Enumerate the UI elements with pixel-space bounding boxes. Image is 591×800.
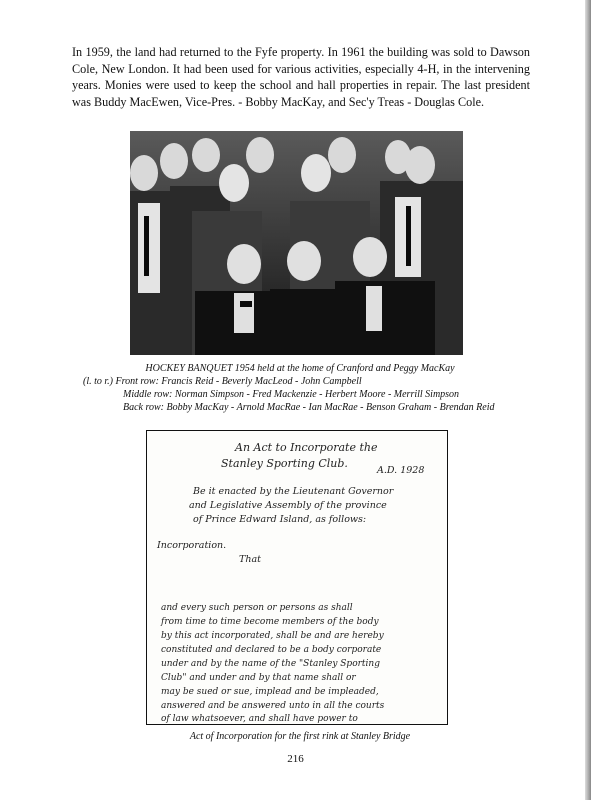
intro-paragraph: In 1959, the land had returned to the Fyfe property. In 1961 the building was sold to Dawson Cole, New London. It had been used for various activities, especially 4-H, in the intervening years. Monies were used to keep the school and hall properties in repair. The last president was Buddy MacEwen, Vice-Pres. - Bobby MacKay, and Sec'y Treas - Douglas Cole. (72, 45, 530, 109)
doc-line-11: by this act incorporated, shall be and are hereby (161, 631, 384, 641)
page-edge-shadow (585, 0, 591, 800)
hockey-banquet-photo (130, 131, 463, 355)
doc-line-13: under and by the name of the "Stanley Sporting (161, 659, 380, 669)
doc-line-1: An Act to Incorporate the (235, 441, 378, 454)
photo-caption (60, 362, 540, 414)
handwritten-act-document (146, 430, 448, 725)
doc-line-14: Club" and under and by that name shall or (161, 673, 356, 683)
doc-line-6: of Prince Edward Island, as follows: (193, 514, 367, 525)
doc-line-12: constituted and declared to be a body corporate (161, 645, 382, 655)
doc-line-10: from time to time become members of the body (161, 617, 379, 627)
doc-line-5: and Legislative Assembly of the province (189, 500, 387, 511)
doc-line-7: Incorporation. (157, 540, 227, 551)
doc-line-9: and every such person or persons as shall (161, 603, 353, 613)
doc-line-17: of law whatsoever, and shall have power to (161, 714, 358, 724)
doc-line-3: A.D. 1928 (377, 465, 425, 476)
photo-caption-title: HOCKEY BANQUET 1954 held at the home of Cranford and Peggy MacKay (145, 363, 455, 374)
doc-line-2: Stanley Sporting Club. (221, 457, 348, 470)
doc-line-4: Be it enacted by the Lieutenant Governor (193, 486, 394, 497)
page-number: 216 (287, 753, 304, 765)
doc-line-16: answered and be answered unto in all the courts (161, 701, 385, 711)
photo-caption-back-row: Back row: Bobby MacKay - Arnold MacRae - Ian MacRae - Benson Graham - Brendan Reid (123, 402, 495, 413)
document-caption: Act of Incorporation for the first rink at Stanley Bridge (189, 731, 411, 742)
photo-caption-front-row: (l. to r.) Front row: Francis Reid - Beverly MacLeod - John Campbell (83, 376, 362, 387)
doc-line-8: That (239, 554, 261, 565)
doc-line-15: may be sued or sue, implead and be impleaded, (161, 687, 379, 697)
photo-caption-middle-row: Middle row: Norman Simpson - Fred Mackenzie - Herbert Moore - Merrill Simpson (123, 389, 460, 400)
